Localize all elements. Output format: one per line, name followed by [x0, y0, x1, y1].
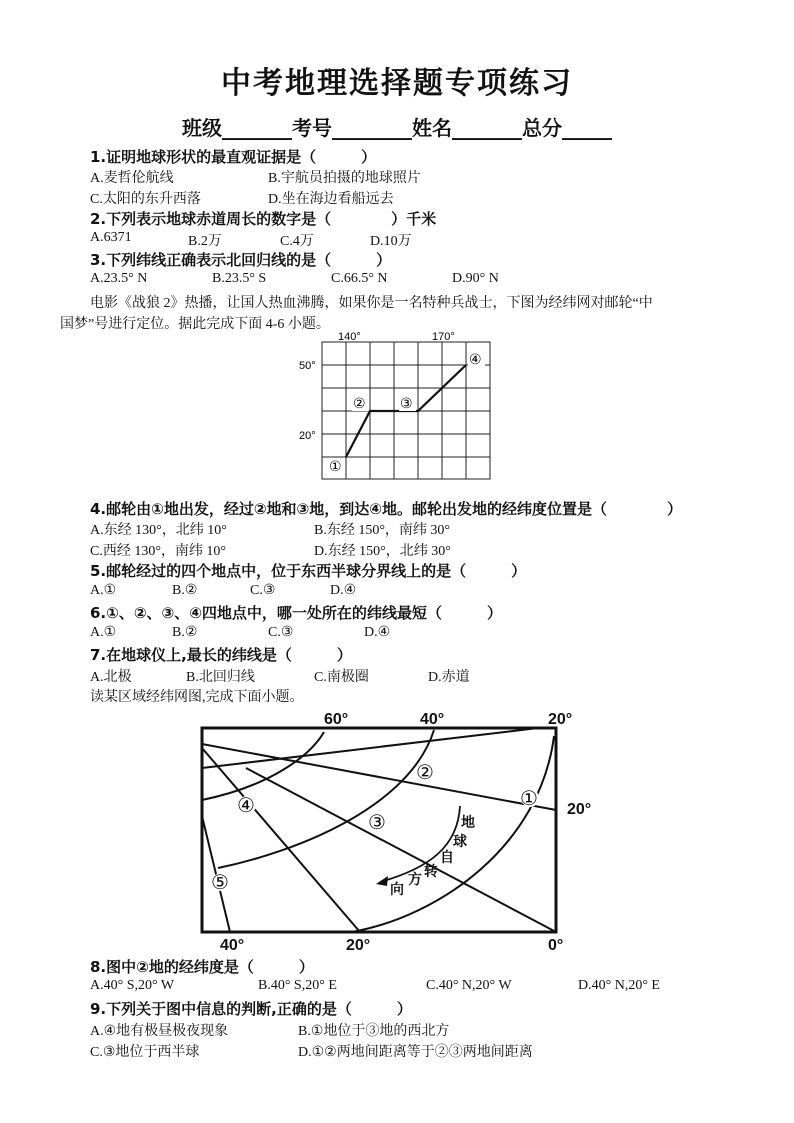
lon-170-label: 170° [432, 331, 455, 343]
meridian-line-c [202, 728, 538, 768]
question-7: 7.在地球仪上,最长的纬线是（ ） [90, 646, 352, 664]
map-point-5: ⑤ [211, 872, 229, 894]
rotation-char-2: 球 [453, 833, 467, 849]
rotation-char-4: 转 [424, 863, 438, 879]
route-grid-figure [290, 328, 500, 488]
lat-20-label: 20° [299, 430, 316, 442]
question-1: 1.证明地球形状的最直观证据是（ ） [90, 148, 377, 166]
q2-option-d[interactable]: D.10万 [370, 234, 412, 249]
map-point-2: ② [416, 762, 434, 784]
q8-option-c[interactable]: C.40° N,20° W [426, 978, 512, 993]
q6-option-c[interactable]: C.③ [268, 625, 294, 640]
arrowhead-icon [376, 876, 388, 886]
q2-option-c[interactable]: C.4万 [280, 234, 314, 249]
q8-option-d[interactable]: D.40° N,20° E [578, 978, 660, 993]
q1-option-a[interactable]: A.麦哲伦航线 [90, 171, 174, 186]
point-3: ③ [400, 395, 413, 411]
q9-option-c[interactable]: C.③地位于西半球 [90, 1045, 200, 1060]
q9-option-d[interactable]: D.①②两地间距离等于②③两地间距离 [298, 1045, 533, 1060]
lat-50-label: 50° [299, 360, 316, 372]
meridian-line-e [246, 768, 556, 932]
q8-option-a[interactable]: A.40° S,20° W [90, 978, 175, 993]
q4-option-b[interactable]: B.东经 150°，南纬 30° [314, 523, 451, 538]
meridian-line-b [202, 748, 360, 932]
q1-option-d[interactable]: D.坐在海边看船远去 [268, 192, 394, 207]
label-0-bottom: 0° [548, 937, 564, 954]
q7-option-d[interactable]: D.赤道 [428, 670, 470, 685]
question-2: 2.下列表示地球赤道周长的数字是（ ）千米 [90, 210, 437, 228]
student-info-line: 班级_______考号________姓名_______总分_____ [182, 116, 612, 140]
label-20-right: 20° [567, 801, 592, 818]
q7-option-c[interactable]: C.南极圈 [314, 670, 369, 685]
question-8: 8.图中②地的经纬度是（ ） [90, 958, 314, 976]
q9-option-a[interactable]: A.④地有极昼极夜现象 [90, 1024, 229, 1039]
question-6: 6.①、②、③、④四地点中，哪一处所在的纬线最短（ ） [90, 604, 502, 622]
rotation-char-5: 方 [408, 871, 422, 887]
passage-2: 读某区域经纬网图,完成下面小题。 [90, 690, 304, 705]
q3-option-d[interactable]: D.90° N [452, 271, 499, 286]
q3-option-b[interactable]: B.23.5° S [212, 271, 267, 286]
map-point-3: ③ [368, 812, 386, 834]
q5-option-b[interactable]: B.② [172, 583, 198, 598]
q2-option-b[interactable]: B.2万 [188, 234, 222, 249]
point-4: ④ [469, 351, 482, 367]
label-20-bottom: 20° [346, 937, 371, 954]
question-3: 3.下列纬线正确表示北回归线的是（ ） [90, 251, 392, 269]
q5-option-a[interactable]: A.① [90, 583, 117, 598]
question-9: 9.下列关于图中信息的判断,正确的是（ ） [90, 1000, 412, 1018]
map-point-4: ④ [237, 795, 255, 817]
point-1: ① [329, 458, 342, 474]
q4-option-c[interactable]: C.西经 130°，南纬 10° [90, 544, 227, 559]
question-4: 4.邮轮由①地出发，经过②地和③地，到达④地。邮轮出发地的经纬度位置是（ ） [90, 500, 682, 518]
q1-option-c[interactable]: C.太阳的东升西落 [90, 192, 201, 207]
passage-1-line-2: 国梦”号进行定位。据此完成下面 4-6 小题。 [60, 317, 330, 332]
q2-option-a[interactable]: A.6371 [90, 230, 132, 245]
lon-140-label: 140° [338, 331, 361, 343]
label-20-top: 20° [548, 711, 573, 728]
rotation-char-3: 自 [440, 849, 454, 865]
graticule-figure [190, 706, 610, 956]
q5-option-c[interactable]: C.③ [250, 583, 276, 598]
question-5: 5.邮轮经过的四个地点中，位于东西半球分界线上的是（ ） [90, 562, 527, 580]
q4-option-a[interactable]: A.东经 130°，北纬 10° [90, 523, 227, 538]
q7-option-b[interactable]: B.北回归线 [186, 670, 255, 685]
q9-option-b[interactable]: B.①地位于③地的西北方 [298, 1024, 450, 1039]
label-40-top: 40° [420, 711, 445, 728]
q1-option-b[interactable]: B.宇航员拍摄的地球照片 [268, 171, 421, 186]
rotation-char-1: 地 [461, 814, 475, 830]
q6-option-a[interactable]: A.① [90, 625, 117, 640]
point-2: ② [353, 395, 366, 411]
q6-option-b[interactable]: B.② [172, 625, 198, 640]
q3-option-c[interactable]: C.66.5° N [331, 271, 388, 286]
q8-option-b[interactable]: B.40° S,20° E [258, 978, 337, 993]
q6-option-d[interactable]: D.④ [364, 625, 391, 640]
q5-option-d[interactable]: D.④ [330, 583, 357, 598]
map-point-1: ① [520, 788, 538, 810]
q4-option-d[interactable]: D.东经 150°，北纬 30° [314, 544, 451, 559]
q3-option-a[interactable]: A.23.5° N [90, 271, 148, 286]
label-40-bottom: 40° [220, 937, 245, 954]
label-60-top: 60° [324, 711, 349, 728]
rotation-char-6: 向 [390, 881, 404, 897]
page-title: 中考地理选择题专项练习 [221, 66, 573, 101]
q7-option-a[interactable]: A.北极 [90, 670, 132, 685]
passage-1-line-1: 电影《战狼 2》热播，让国人热血沸腾，如果你是一名特种兵战士，下图为经纬网对邮轮“中 [90, 296, 653, 311]
